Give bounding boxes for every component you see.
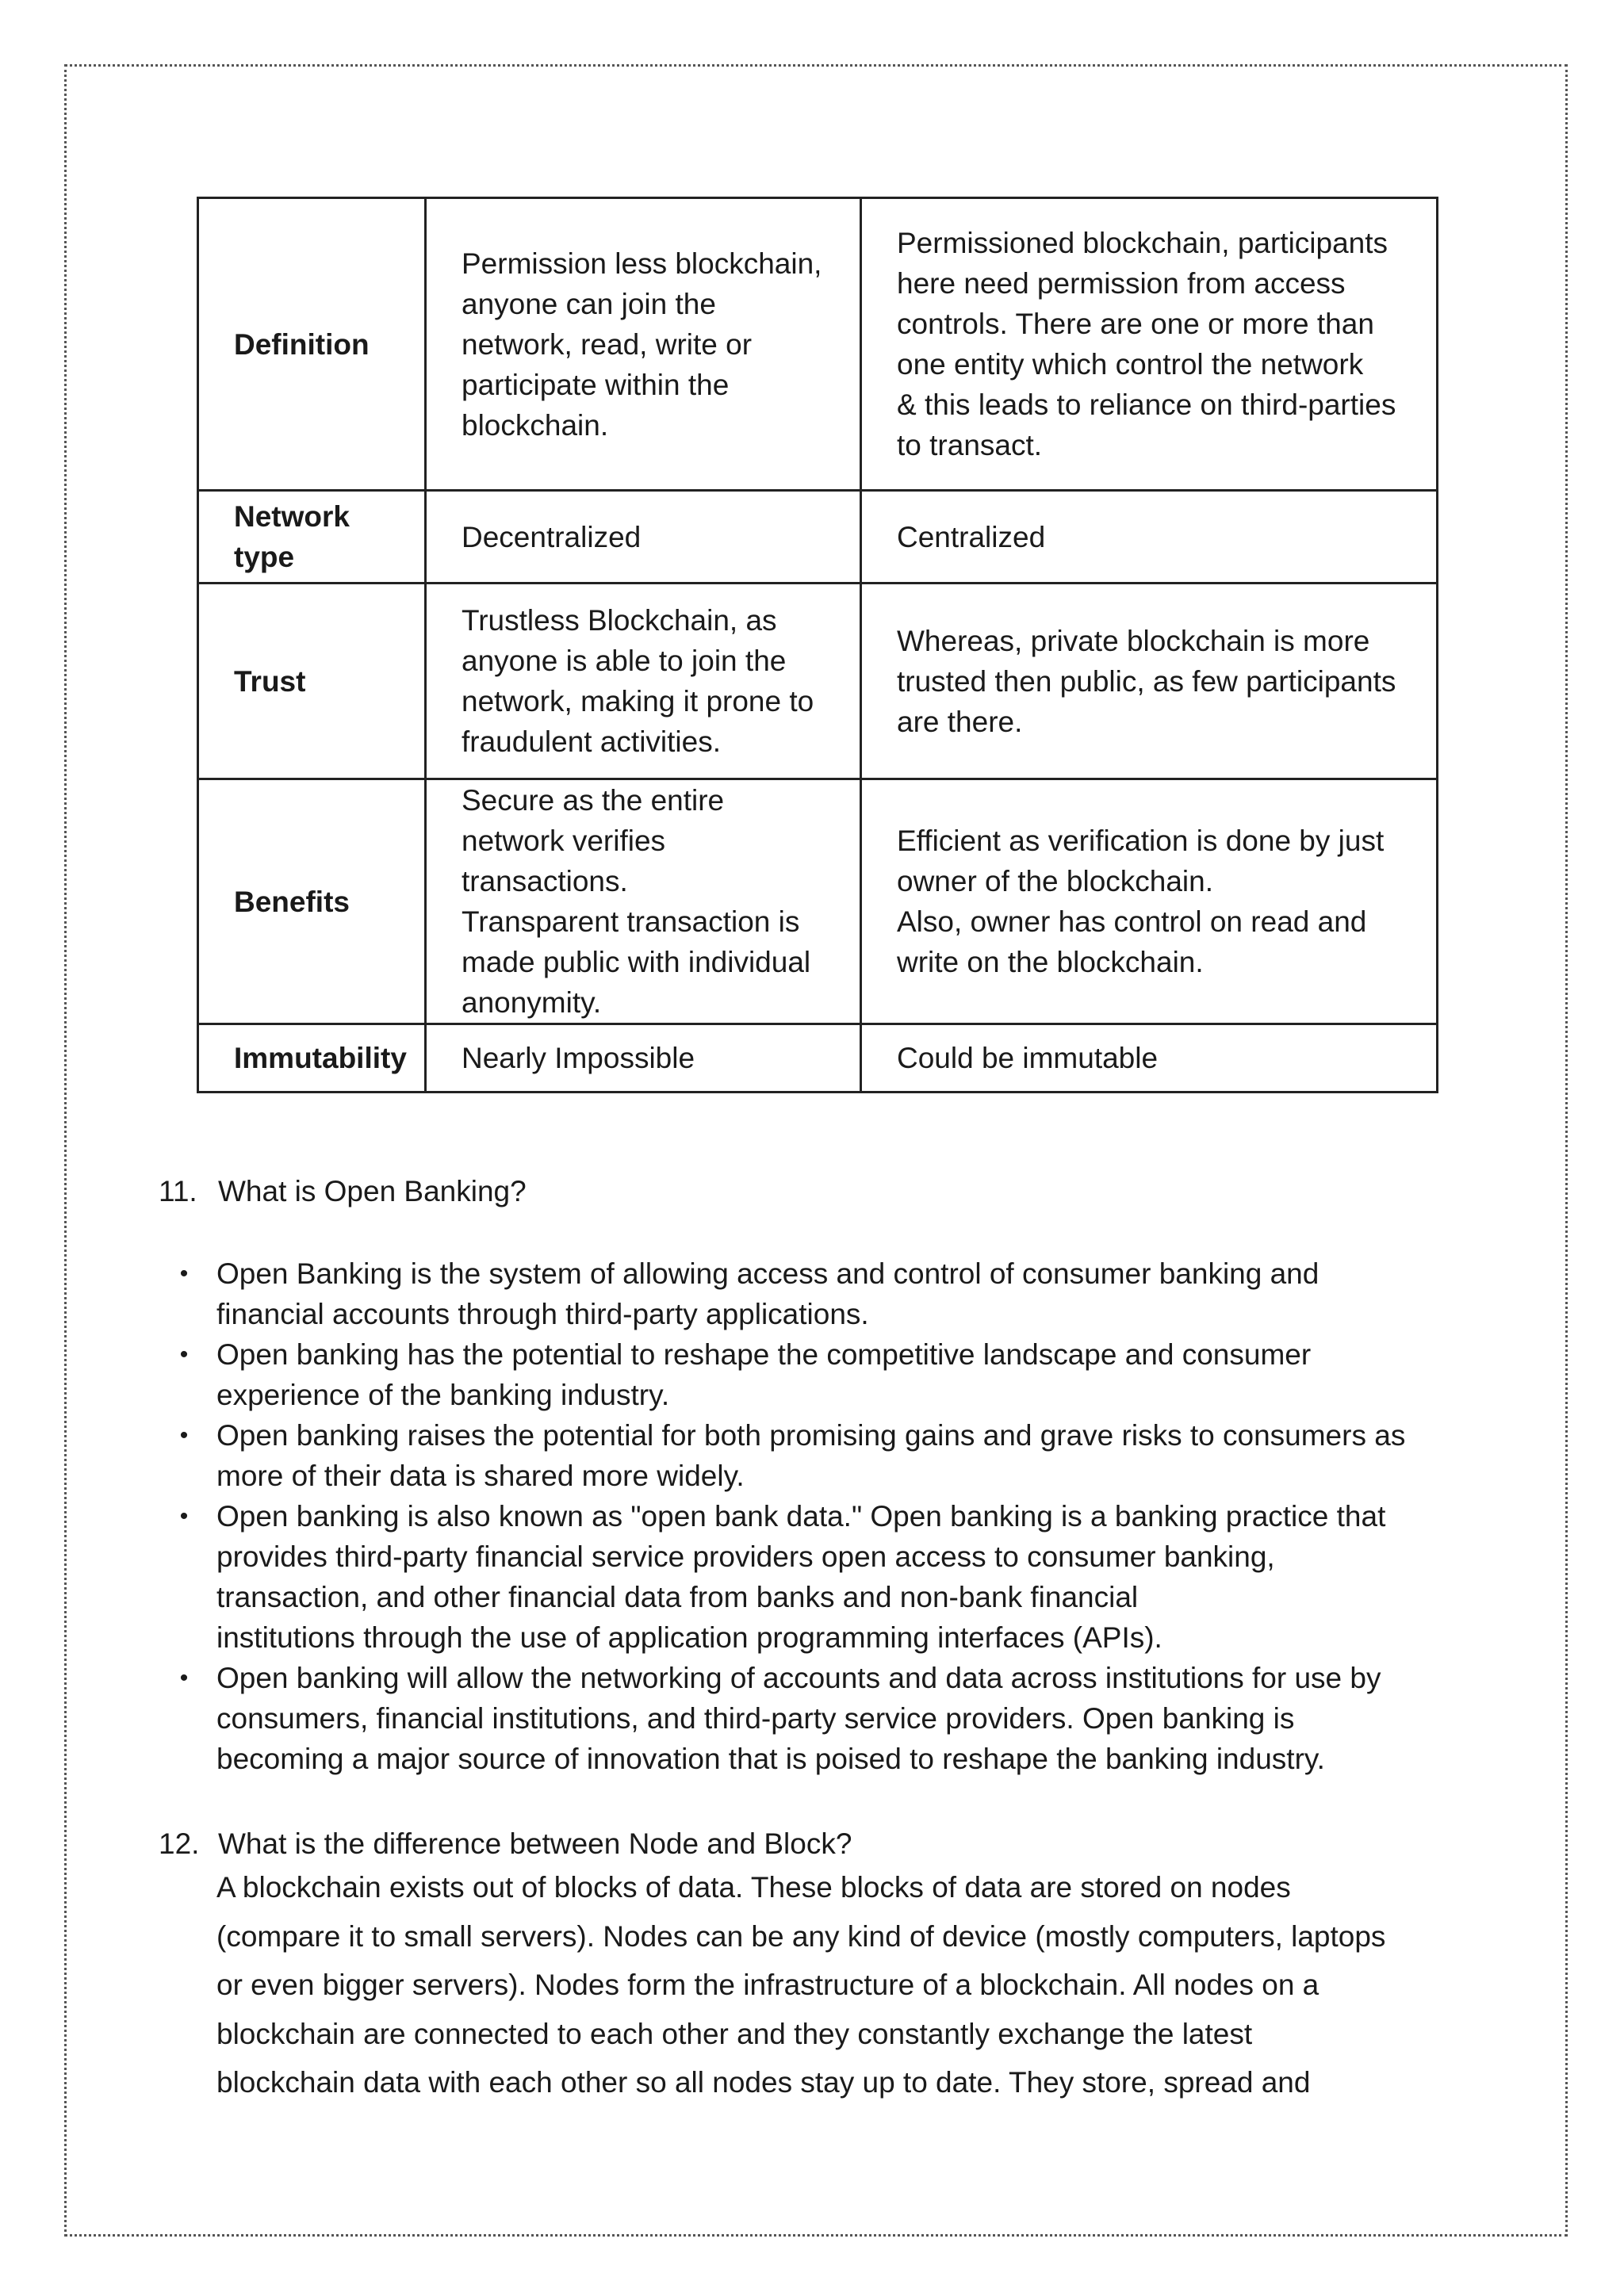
private-trust-cell: Whereas, private blockchain is more trusted then public, as few participants are there. — [861, 584, 1438, 779]
bullet-icon: • — [179, 1341, 189, 1368]
row-header-benefits: Benefits — [198, 779, 426, 1024]
list-item — [179, 1496, 1454, 1658]
row-header-network-type: Network type — [198, 491, 426, 584]
list-item — [179, 1334, 1454, 1415]
question-11-title: What is Open Banking? — [218, 1175, 527, 1207]
private-immutability-cell: Could be immutable — [861, 1024, 1438, 1093]
table-row-trust — [198, 584, 1438, 779]
public-network-type-cell: Decentralized — [426, 491, 861, 584]
bullet-icon: • — [179, 1261, 189, 1287]
list-item — [179, 1658, 1454, 1779]
list-item-text: Open banking is also known as "open bank data." Open banking is a banking practice that provides third-party financial service providers open access to consumer banking, transaction, and other financial data from banks and non-bank financial institutions through the use of application programming interfaces (APIs). — [216, 1500, 1386, 1654]
list-item — [179, 1415, 1454, 1496]
table-row-network-type — [198, 491, 1438, 584]
table-row-benefits — [198, 779, 1438, 1024]
bullet-icon: • — [179, 1665, 189, 1691]
private-network-type-cell: Centralized — [861, 491, 1438, 584]
row-header-trust: Trust — [198, 584, 426, 779]
question-11-number: 11. — [159, 1175, 197, 1207]
public-immutability-cell: Nearly Impossible — [426, 1024, 861, 1093]
list-item-text: Open banking will allow the networking of accounts and data across institutions for use by consumers, financial institutions, and third-party service providers. Open banking is becoming a major source of innovation that is poised to reshape the banking industry. — [216, 1662, 1381, 1775]
table-row-definition — [198, 198, 1438, 491]
question-12-title: What is the difference between Node and Block? — [218, 1827, 852, 1860]
private-definition-cell: Permissioned blockchain, participants here need permission from access controls. There are one or more than one entity which control the network & this leads to reliance on third-parties to transact. — [861, 198, 1438, 491]
row-header-definition: Definition — [198, 198, 426, 491]
question-12-number: 12. — [159, 1827, 200, 1860]
public-benefits-cell: Secure as the entire network verifies transactions. Transparent transaction is made public with individual anonymity. — [426, 779, 861, 1024]
list-item-text: Open banking raises the potential for both promising gains and grave risks to consumers as more of their data is shared more widely. — [216, 1419, 1406, 1492]
comparison-table — [197, 197, 1438, 1093]
list-item-text: Open Banking is the system of allowing access and control of consumer banking and financial accounts through third-party applications. — [216, 1257, 1320, 1330]
open-banking-bullet-list — [179, 1253, 1454, 1779]
list-item-text: Open banking has the potential to reshape the competitive landscape and consumer experience of the banking industry. — [216, 1338, 1312, 1411]
public-trust-cell: Trustless Blockchain, as anyone is able to join the network, making it prone to fraudulent activities. — [426, 584, 861, 779]
node-block-paragraph: A blockchain exists out of blocks of data. These blocks of data are stored on nodes (compare it to small servers). Nodes can be any kind of device (mostly computers, laptops or even bigger servers). Nodes form the infrastructure of a blockchain. All nodes on a blockchain are connected to each other and they constantly exchange the latest blockchain data with each other so all nodes stay up to date. They store, spread and — [216, 1871, 1386, 2099]
bullet-icon: • — [179, 1503, 189, 1529]
row-header-immutability: Immutability — [198, 1024, 426, 1093]
table-row-immutability — [198, 1024, 1438, 1093]
private-benefits-cell: Efficient as verification is done by just owner of the blockchain. Also, owner has control on read and write on the blockchain. — [861, 779, 1438, 1024]
public-definition-cell: Permission less blockchain, anyone can join the network, read, write or participate within the blockchain. — [426, 198, 861, 491]
bullet-icon: • — [179, 1422, 189, 1448]
list-item — [179, 1253, 1454, 1334]
